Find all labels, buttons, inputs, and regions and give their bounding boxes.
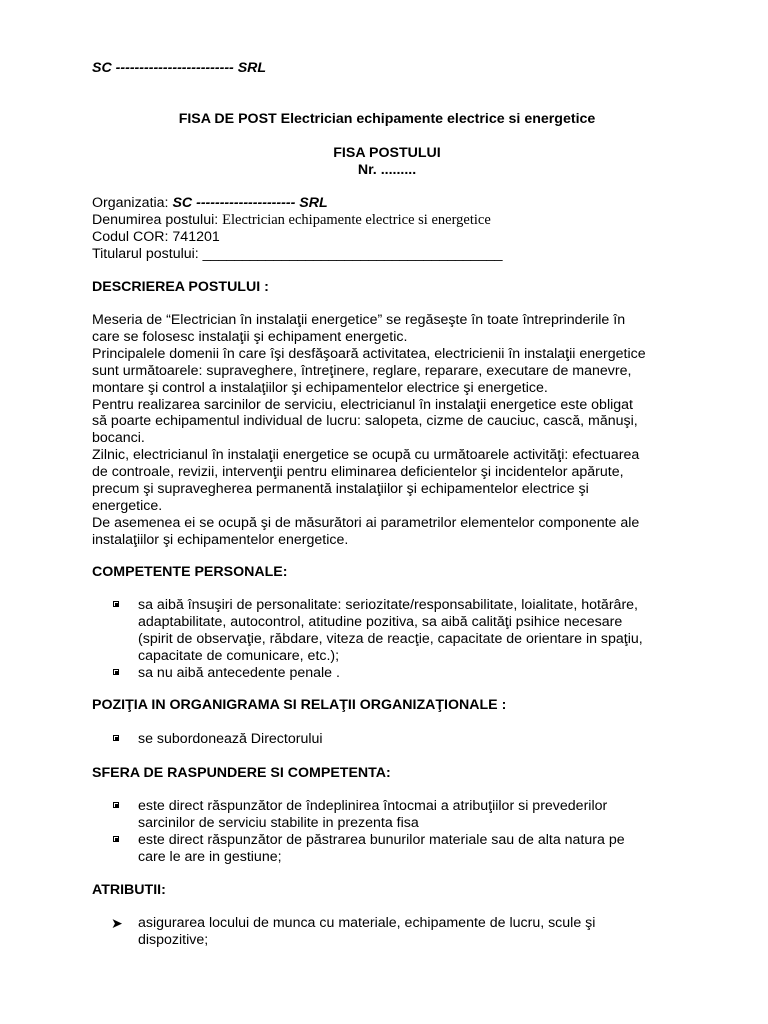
organization-line <box>92 195 328 212</box>
competences-list <box>92 597 682 682</box>
description-line: precum şi supravegherea permanentă instalaţiilor şi echipamentelor electrice şi <box>92 481 589 498</box>
list-item: ➤ asigurarea locului de munca cu materiale, echipamente de lucru, scule şi dispozitive; <box>111 915 596 948</box>
organization-label: Organizatia: <box>92 195 173 211</box>
description-line: care se folosesc instalaţii şi echipament energetic. <box>92 328 408 345</box>
list-item: sa aibă însuşiri de personalitate: seriozitate/responsabilitate, loialitate, hotărâre, adaptabilitate, autocontrol, atitudine pozitiva, sa aibă calităţi psihice necesare (spirit de observaţie, răbdare, viteza de reacţie, capacitate de orientare in spaţiu, capacitate de comunicare, etc.); <box>92 597 682 665</box>
description-line: Zilnic, electricianul în instalaţii energetice se ocupă cu următoarele activităţi: efectuarea <box>92 447 640 464</box>
description-line: Pentru realizarea sarcinilor de serviciu, electricianul în instalaţii energetice este obligat <box>92 396 633 413</box>
duties-list <box>92 915 682 949</box>
form-subtitle: FISA POSTULUI <box>333 145 441 161</box>
section-heading-competences: COMPETENTE PERSONALE: <box>92 564 288 580</box>
square-bullet-icon <box>113 836 119 842</box>
square-bullet-icon <box>113 669 119 675</box>
description-line: bocanci. <box>92 430 145 447</box>
description-paragraph <box>92 312 682 549</box>
section-heading-position: POZIŢIA IN ORGANIGRAMA SI RELAŢII ORGANIZAŢIONALE : <box>92 697 507 713</box>
description-line: instalaţiilor şi echipamentelor energetice. <box>92 531 349 548</box>
square-bullet-icon <box>113 735 119 741</box>
description-line: energetice. <box>92 497 163 514</box>
job-title-value: Electrician echipamente electrice si energetice <box>222 212 491 228</box>
description-line: Meseria de “Electrician în instalaţii energetice” se regăseşte în toate întreprinderile în <box>92 312 626 328</box>
form-number: Nr. ......... <box>357 162 417 178</box>
list-item: se subordonează Directorului <box>92 731 682 748</box>
cor-code: Codul COR: 741201 <box>92 229 220 245</box>
arrow-bullet-icon: ➤ <box>111 915 123 931</box>
document-title: FISA DE POST Electrician echipamente electrice si energetice <box>178 111 596 127</box>
square-bullet-icon <box>113 601 119 607</box>
job-title-label: Denumirea postului: <box>92 212 223 228</box>
organization-value: SC --------------------- SRL <box>172 195 328 211</box>
position-list <box>92 731 682 748</box>
square-bullet-icon <box>113 802 119 808</box>
list-item: sa nu aibă antecedente penale . <box>92 665 682 682</box>
description-line: Principalele domenii în care îşi desfăşoară activitatea, electricienii în instalaţii energetice <box>92 345 646 362</box>
section-heading-responsibility: SFERA DE RASPUNDERE SI COMPETENTA: <box>92 765 391 781</box>
description-line: montare şi control a instalaţiilor şi echipamentelor electrice şi energetice. <box>92 379 548 396</box>
section-heading-duties: ATRIBUTII: <box>92 882 166 898</box>
list-item: este direct răspunzător de îndeplinirea întocmai a atribuţiilor si prevederilor sarcinilor de serviciu stabilite in prezenta fisa <box>92 798 682 832</box>
description-line: sunt următoarele: supraveghere, întreţinere, reglare, reparare, executare de manevre, <box>92 362 632 379</box>
list-item: este direct răspunzător de păstrarea bunurilor materiale sau de alta natura pe care le are in gestiune; <box>92 832 682 866</box>
section-heading-description: DESCRIEREA POSTULUI : <box>92 279 269 295</box>
job-holder-line: Titularul postului: ______________________________________ <box>92 246 503 262</box>
description-line: să poarte echipamentul individual de lucru: salopeta, cizme de cauciuc, cască, mănuşi, <box>92 413 638 430</box>
responsibility-list <box>92 798 682 866</box>
description-line: de controale, revizii, intervenţii pentru eliminarea deficientelor şi incidentelor apărute, <box>92 464 624 481</box>
description-line: De asemenea ei se ocupă şi de măsurători ai parametrilor elementelor componente ale <box>92 514 640 531</box>
job-title-line <box>92 212 491 229</box>
company-header: SC ------------------------- SRL <box>92 60 267 76</box>
